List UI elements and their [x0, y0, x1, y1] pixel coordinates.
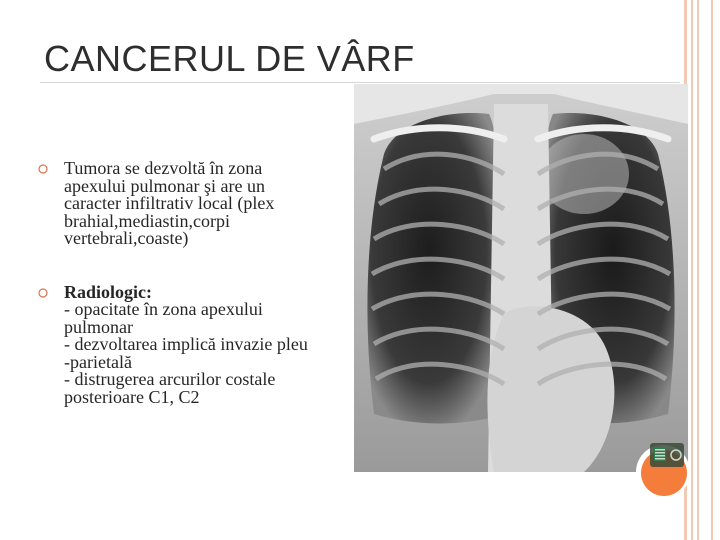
bullet-body: - opacitate în zona apexului pulmonar - dezvoltarea implică invazie pleu -parietală - distrugerea arcurilor costale posterioare C1, C2 [64, 299, 308, 407]
bullet-text [64, 281, 418, 407]
title-divider [40, 82, 680, 83]
slide-title: CANCERUL DE VÂRF [44, 38, 415, 79]
bullet-item [38, 281, 418, 407]
border-line [691, 0, 693, 540]
circle-bullet-icon [38, 288, 48, 298]
bullet-heading: Radiologic: [64, 281, 152, 302]
bullet-list [38, 160, 418, 442]
bullet-text: Tumora se dezvoltă în zona apexului pulmonar şi are un caracter infiltrativ local (plex brahial,mediastin,corpi vertebrali,coaste) [64, 158, 275, 248]
border-line [711, 0, 713, 540]
watermark-stamp-icon [648, 440, 686, 470]
border-line [697, 0, 699, 540]
circle-bullet-icon [38, 164, 48, 174]
bullet-item [38, 160, 418, 248]
